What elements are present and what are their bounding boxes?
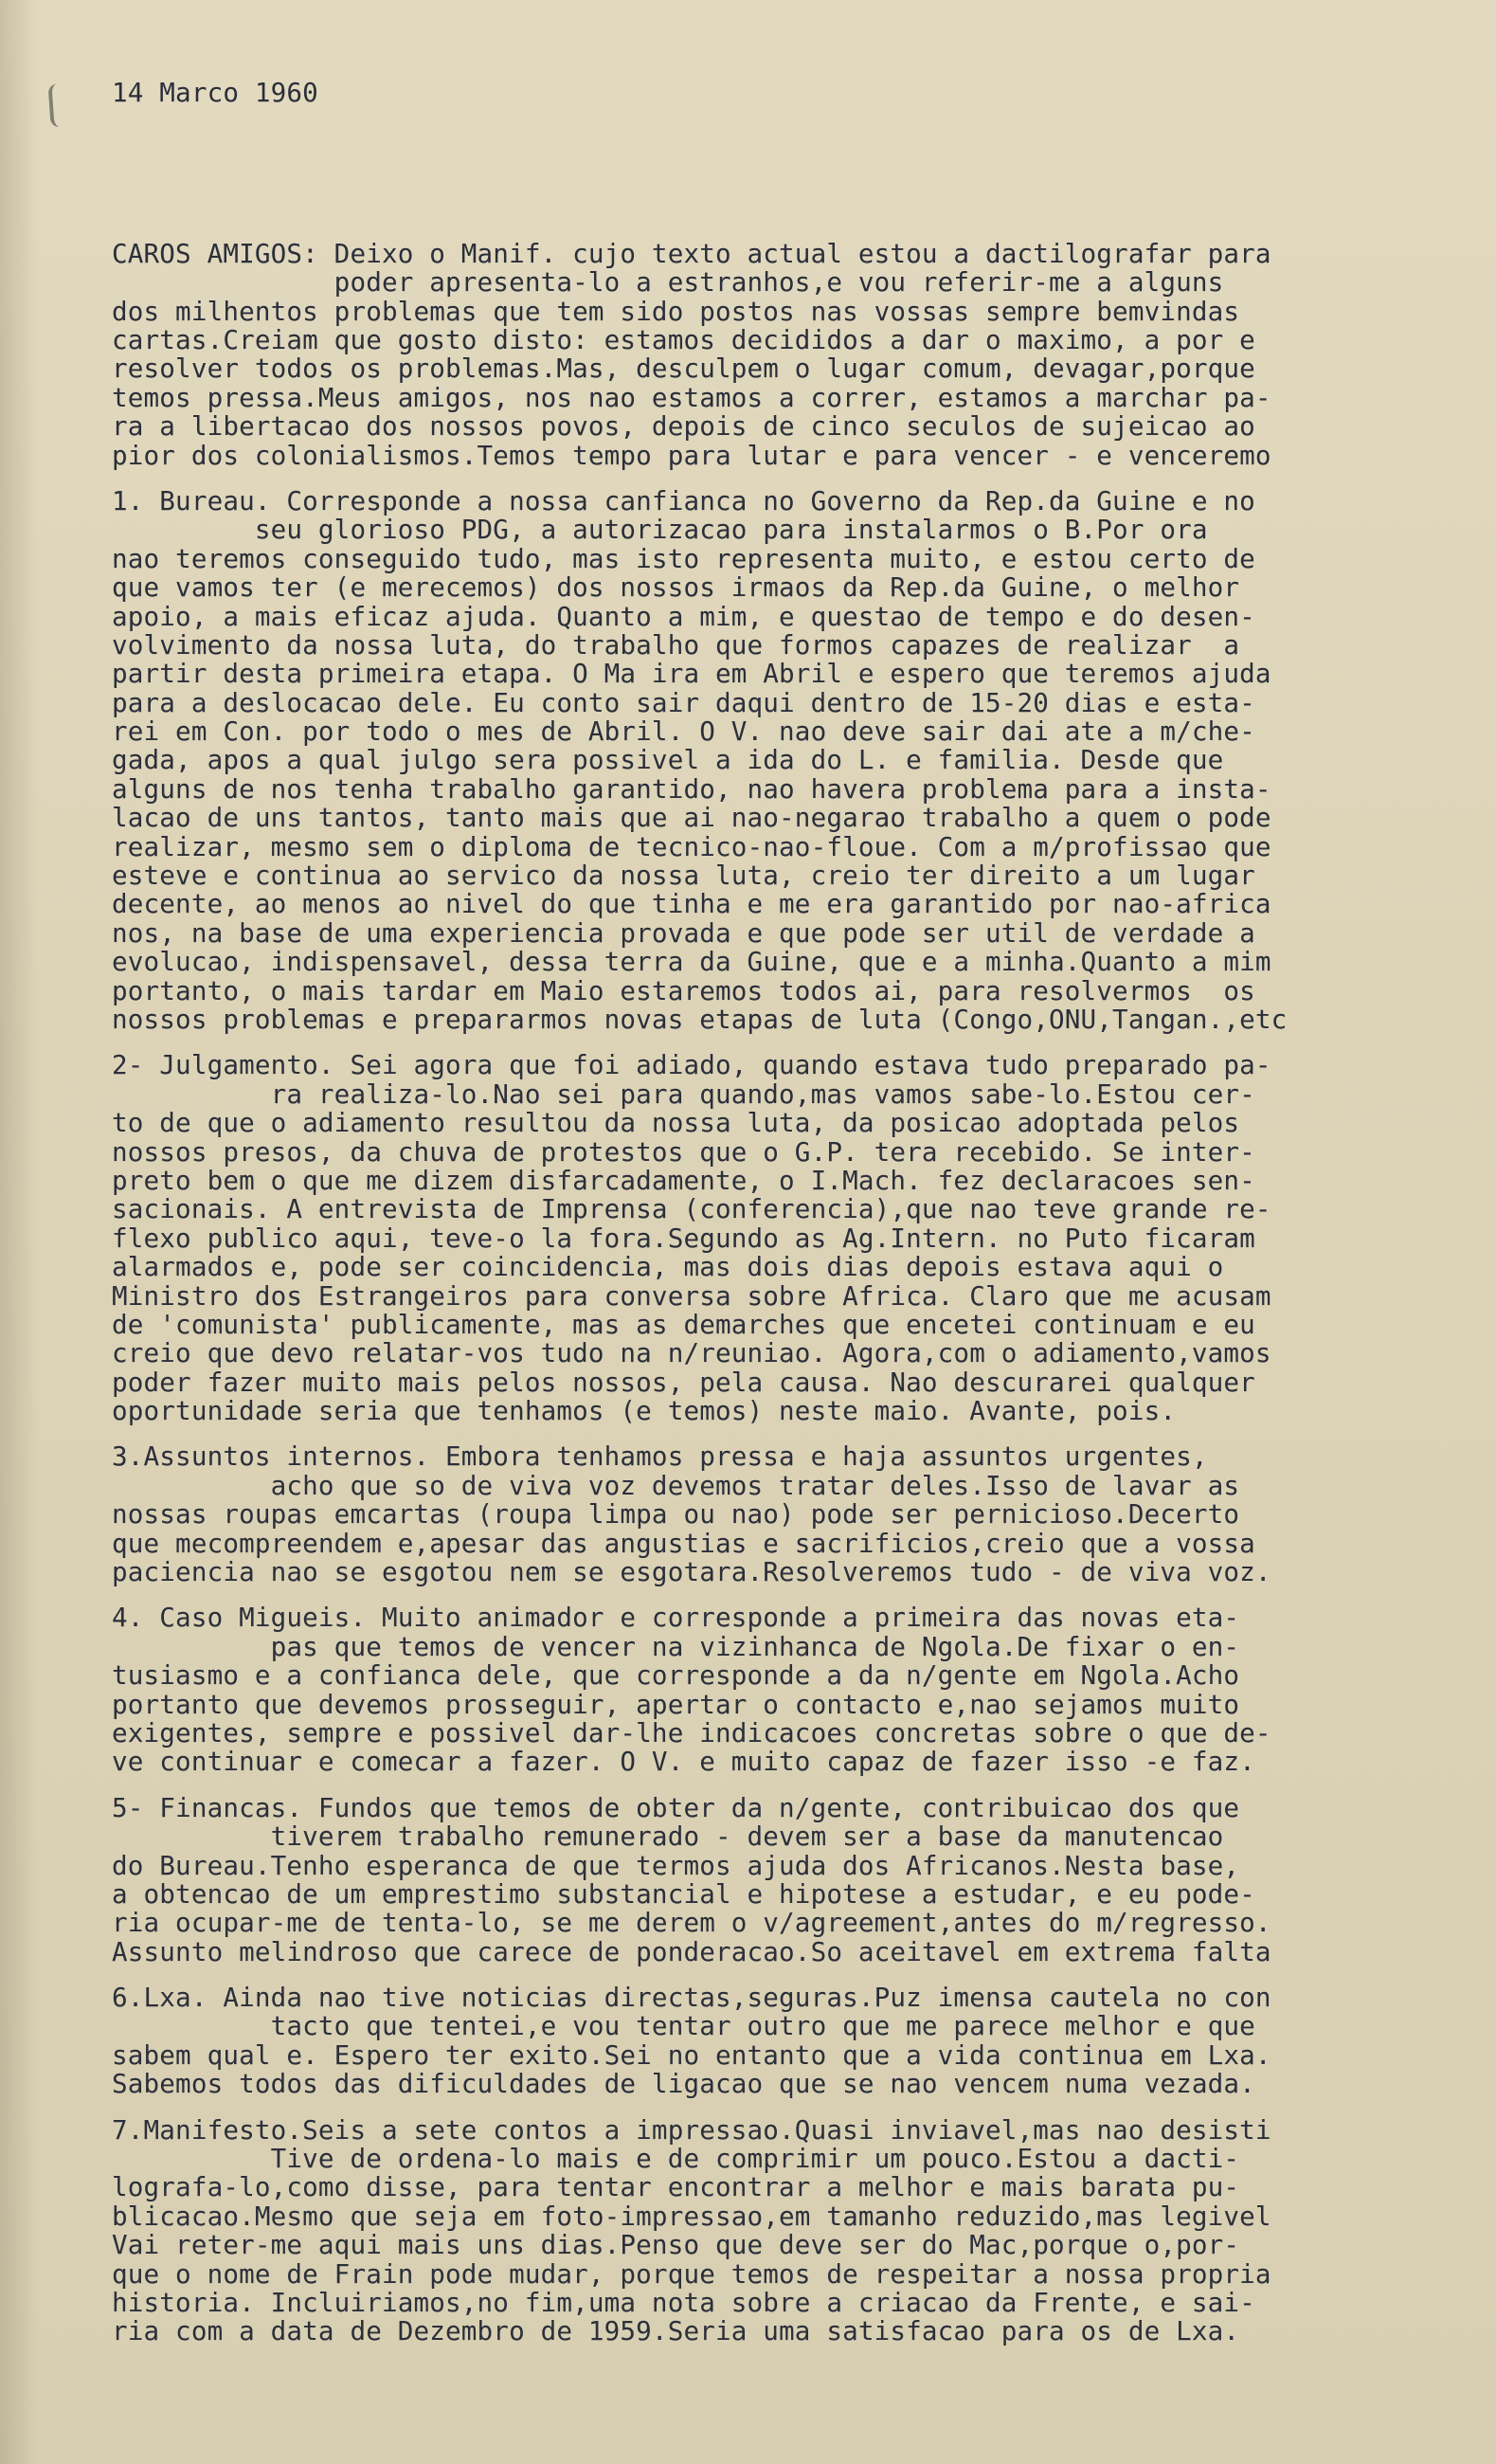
text-line: gada, apos a qual julgo sera possivel a ida do L. e familia. Desde que <box>112 744 1224 776</box>
text-line: que o nome de Frain pode mudar, porque temos de respeitar a nossa propria <box>112 2257 1271 2290</box>
text-line: 7.Manifesto.Seis a sete contos a impressao.Quasi inviavel,mas nao desisti <box>112 2113 1271 2146</box>
text-line: ve continuar e comecar a fazer. O V. e muito capaz de fazer isso -e faz. <box>112 1746 1255 1778</box>
text-line: dos milhentos problemas que tem sido postos nas vossas sempre bemvindas <box>112 295 1240 327</box>
text-line: pior dos colonialismos.Temos tempo para lutar e para vencer - e venceremo <box>112 439 1271 471</box>
text-line: temos pressa.Meus amigos, nos nao estamos a correr, estamos a marchar pa- <box>112 381 1271 413</box>
text-line: nao teremos conseguido tudo, mas isto representa muito, e estou certo de <box>112 542 1255 574</box>
text-line: to de que o adiamento resultou da nossa luta, da posicao adoptada pelos <box>112 1107 1240 1139</box>
text-line: ria com a data de Dezembro de 1959.Seria uma satisfacao para os de Lxa. <box>112 2315 1240 2347</box>
text-line: 4. Caso Migueis. Muito animador e corresponde a primeira das novas eta- <box>112 1602 1240 1634</box>
text-line: rei em Con. por todo o mes de Abril. O V. nao deve sair dai ate a m/che- <box>112 716 1255 748</box>
letter-lines <box>112 237 1490 2347</box>
text-line: que vamos ter (e merecemos) dos nossos irmaos da Rep.da Guine, o melhor <box>112 571 1240 604</box>
text-line: tusiasmo e a confianca dele, que corresponde a da n/gente em Ngola.Acho <box>112 1659 1240 1692</box>
text-line: decente, ao menos ao nivel do que tinha e me era garantido por nao-africa <box>112 888 1271 920</box>
text-line: 2- Julgamento. Sei agora que foi adiado, quando estava tudo preparado pa- <box>112 1049 1271 1081</box>
text-line: sabem qual e. Espero ter exito.Sei no entanto que a vida continua em Lxa. <box>112 2038 1271 2071</box>
text-line: esteve e continua ao servico da nossa luta, creio ter direito a um lugar <box>112 860 1255 892</box>
page-edge-shadow <box>0 0 38 2464</box>
text-line: partir desta primeira etapa. O Ma ira em Abril e espero que teremos ajuda <box>112 658 1271 690</box>
letter-date: 14 Marco 1960 <box>112 76 318 108</box>
margin-pen-mark <box>47 82 75 128</box>
text-line: cartas.Creiam que gosto disto: estamos decididos a dar o maximo, a por e <box>112 324 1255 355</box>
text-line: evolucao, indispensavel, dessa terra da Guine, que e a minha.Quanto a mim <box>112 946 1271 978</box>
text-line: Tive de ordena-lo mais e de comprimir um pouco.Estou a dacti- <box>112 2143 1240 2175</box>
text-line: nossos problemas e prepararmos novas etapas de luta (Congo,ONU,Tangan.,etc <box>112 1003 1288 1035</box>
text-line: poder fazer muito mais pelos nossos, pela causa. Nao descurarei qualquer <box>112 1366 1255 1398</box>
text-line: CAROS AMIGOS: Deixo o Manif. cujo texto actual estou a dactilografar para <box>112 237 1271 269</box>
text-line: que mecompreendem e,apesar das angustias e sacrificios,creio que a vossa <box>112 1527 1255 1559</box>
letter-body <box>112 21 1490 2404</box>
text-line: de 'comunista' publicamente, mas as demarches que encetei continuam e eu <box>112 1308 1255 1340</box>
text-line: poder apresenta-lo a estranhos,e vou referir-me a alguns <box>112 266 1224 299</box>
text-line: Assunto melindroso que carece de ponderacao.So aceitavel em extrema falta <box>112 1935 1271 1967</box>
text-line: volvimento da nossa luta, do trabalho que formos capazes de realizar a <box>112 628 1240 661</box>
text-line: ra realiza-lo.Nao sei para quando,mas vamos sabe-lo.Estou cer- <box>112 1078 1255 1110</box>
text-line: portanto que devemos prosseguir, apertar o contacto e,nao sejamos muito <box>112 1688 1240 1720</box>
text-line: 3.Assuntos internos. Embora tenhamos pressa e haja assuntos urgentes, <box>112 1440 1208 1473</box>
text-line: Ministro dos Estrangeiros para conversa sobre Africa. Claro que me acusam <box>112 1279 1271 1312</box>
text-line: ra a libertacao dos nossos povos, depois de cinco seculos de sujeicao ao <box>112 410 1255 443</box>
text-line: preto bem o que me dizem disfarcadamente, o I.Mach. fez declaracoes sen- <box>112 1164 1255 1196</box>
spacer <box>112 165 1490 182</box>
text-line: exigentes, sempre e possivel dar-lhe indicacoes concretas sobre o que de- <box>112 1716 1271 1748</box>
text-line: nossas roupas emcartas (roupa limpa ou nao) pode ser pernicioso.Decerto <box>112 1498 1240 1531</box>
text-line: lacao de uns tantos, tanto mais que ai nao-negarao trabalho a quem o pode <box>112 802 1271 834</box>
text-line: alguns de nos tenha trabalho garantido, nao havera problema para a insta- <box>112 772 1271 805</box>
text-line: 5- Financas. Fundos que temos de obter da n/gente, contribuicao dos que <box>112 1791 1240 1823</box>
text-line: do Bureau.Tenho esperanca de que termos ajuda dos Africanos.Nesta base, <box>112 1849 1240 1881</box>
text-line: tiverem trabalho remunerado - devem ser a base da manutencao <box>112 1821 1224 1853</box>
text-line: nos, na base de uma experiencia provada e que pode ser util de verdade a <box>112 916 1255 949</box>
text-line: 1. Bureau. Corresponde a nossa canfianca no Governo da Rep.da Guine e no <box>112 484 1255 516</box>
text-line: 6.Lxa. Ainda nao tive noticias directas,seguras.Puz imensa cautela no con <box>112 1982 1271 2014</box>
text-line: ria ocupar-me de tenta-lo, se me derem o v/agreement,antes do m/regresso. <box>112 1907 1271 1939</box>
text-line: nossos presos, da chuva de protestos que o G.P. tera recebido. Se inter- <box>112 1135 1255 1168</box>
text-line: realizar, mesmo sem o diploma de tecnico-nao-floue. Com a m/profissao que <box>112 830 1271 862</box>
text-line: resolver todos os problemas.Mas, desculpem o lugar comum, devagar,porque <box>112 353 1255 385</box>
text-line: a obtencao de um emprestimo substancial e hipotese a estudar, e eu pode- <box>112 1877 1255 1910</box>
text-line: para a deslocacao dele. Eu conto sair daqui dentro de 15-20 dias e esta- <box>112 686 1255 718</box>
text-line: oportunidade seria que tenhamos (e temos) neste maio. Avante, pois. <box>112 1395 1177 1427</box>
text-line: alarmados e, pode ser coincidencia, mas dois dias depois estava aqui o <box>112 1251 1224 1283</box>
text-line: pas que temos de vencer na vizinhanca de Ngola.De fixar o en- <box>112 1630 1240 1662</box>
text-line: historia. Incluiriamos,no fim,uma nota sobre a criacao da Frente, e sai- <box>112 2287 1255 2318</box>
paragraph-gap <box>112 2099 1490 2116</box>
text-line: blicacao.Mesmo que seja em foto-impressao,em tamanho reduzido,mas legivel <box>112 2200 1271 2232</box>
text-line: sacionais. A entrevista de Imprensa (conferencia),que nao teve grande re- <box>112 1193 1271 1225</box>
text-line: paciencia nao se esgotou nem se esgotara.Resolveremos tudo - de viva voz. <box>112 1556 1271 1588</box>
text-line: Sabemos todos das dificuldades de ligacao que se nao vencem numa vezada. <box>112 2068 1255 2100</box>
text-line: tacto que tentei,e vou tentar outro que me parece melhor e que <box>112 2010 1255 2042</box>
text-line: Vai reter-me aqui mais uns dias.Penso que deve ser do Mac,porque o,por- <box>112 2229 1240 2261</box>
text-line: seu glorioso PDG, a autorizacao para instalarmos o B.Por ora <box>112 514 1208 546</box>
text-line: creio que devo relatar-vos tudo na n/reuniao. Agora,com o adiamento,vamos <box>112 1337 1271 1369</box>
text-line: flexo publico aqui, teve-o la fora.Segundo as Ag.Intern. no Puto ficaram <box>112 1222 1255 1254</box>
text-line: lografa-lo,como disse, para tentar encontrar a melhor e mais barata pu- <box>112 2171 1240 2203</box>
text-line: acho que so de viva voz devemos tratar deles.Isso de lavar as <box>112 1469 1240 1501</box>
text-line: portanto, o mais tardar em Maio estaremos todos ai, para resolvermos os <box>112 974 1255 1006</box>
text-line: apoio, a mais eficaz ajuda. Quanto a mim, e questao de tempo e do desen- <box>112 600 1255 632</box>
